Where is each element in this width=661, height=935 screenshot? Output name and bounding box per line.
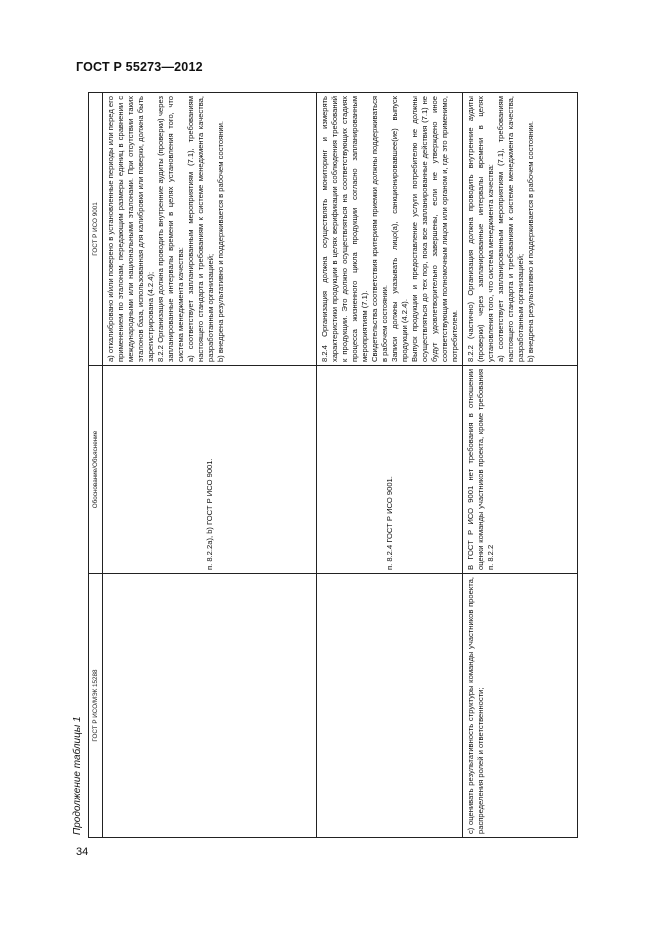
column-header-iso9001: ГОСТ Р ИСО 9001 <box>89 93 103 366</box>
table-row <box>103 93 317 838</box>
cell-iso9001 <box>103 93 317 366</box>
paragraph: а) соответствует запланированным мероприятиям (7.1), требованиям настоящего стандарта и требованиям к системе менеджмента качества, разработанным организацией; <box>496 96 525 362</box>
paragraph: Выпуск продукции и предоставление услуги потребителю не должны осуществляться до тех пор, пока все запланированные действия (7.1) не будут удовлетворительно завершены, если не утверждено иное соответствующим полномочным лицом или органом и, где это применимо, потребителем. <box>410 96 459 362</box>
cell-iso15288 <box>103 574 317 838</box>
paragraph: 8.2.4 Организация должна осуществлять мониторинг и измерять характеристики продукции в целях верификации соблюдения требований к продукции. Это должно осуществляться на соответствующих стадиях процесса жизненного цикла продукции согласно запланированным мероприятиям (7.1). <box>320 96 369 362</box>
comparison-table <box>88 92 578 838</box>
table-row <box>463 93 578 838</box>
paragraph: 8.2.2 (частично) Организация должна проводить внутренние аудиты (проверки) через запланированные интервалы времени в целях установления того, что система менеджмента качества: <box>466 96 495 362</box>
table-continuation-label: Продолжение таблицы 1 <box>72 716 83 835</box>
paragraph: 8.2.2 Организация должна проводить внутренние аудиты (проверки) через запланированные интервалы времени в целях установления того, что система менеджмента качества: <box>156 96 185 362</box>
document-header: ГОСТ Р 55273—2012 <box>76 60 203 74</box>
cell-rationale: п. 8.2.2а), b) ГОСТ Р ИСО 9001. <box>103 366 317 574</box>
cell-rationale: В ГОСТ Р ИСО 9001 нет требования в отношении оценки команды участников проекта, кроме требования п. 8.2.2 <box>463 366 578 574</box>
paragraph: b) внедрена результативно и поддерживается в рабочем состоянии. <box>216 120 225 362</box>
table-row <box>317 93 463 838</box>
column-header-rationale: Обоснование/Объяснение <box>89 366 103 574</box>
paragraph: а) откалибровано и/или поверено в установленные периоды или перед его применением по эталонам, передающим размеры единиц в сравнении с международными или национальными эталонами. При отсутствии таких эталонов база, использованная для калибровки или поверки, должна быть зарегистрирована (4.2.4); <box>106 96 155 362</box>
cell-rationale: п. 8.2.4 ГОСТ Р ИСО 9001. <box>317 366 463 574</box>
column-header-iso15288: ГОСТ Р ИСО/МЭК 15288 <box>89 574 103 838</box>
cell-iso9001 <box>463 93 578 366</box>
cell-iso15288 <box>317 574 463 838</box>
paragraph: Свидетельства соответствия критериям приемки должны поддерживаться в рабочем состоянии. <box>370 96 389 362</box>
paragraph: Записи должны указывать лицо(а), санкционировавшее(ие) выпуск продукции (4.2.4). <box>390 96 409 362</box>
paragraph: а) соответствует запланированным мероприятиям (7.1), требованиям настоящего стандарта и требованиям к системе менеджмента качества, разработанным организацией; <box>186 96 215 362</box>
page-number: 34 <box>76 846 89 858</box>
cell-iso9001 <box>317 93 463 366</box>
rotated-table-container <box>88 93 578 838</box>
table-header-row <box>89 93 103 838</box>
paragraph: b) внедрена результативно и поддерживается в рабочем состоянии. <box>526 120 535 362</box>
cell-iso15288: с) оценивать результативность структуры команды участников проекта, распределения ролей и ответственности; <box>463 574 578 838</box>
